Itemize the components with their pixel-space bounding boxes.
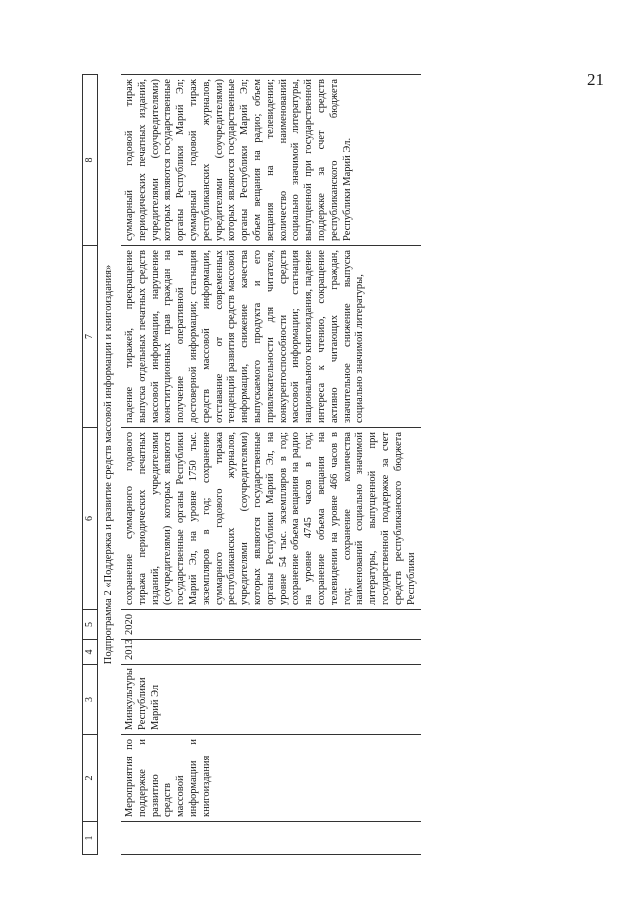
subprogram-table — [82, 74, 421, 855]
cell-consequences: падение тиражей, прекращение выпуска отдельных печатных средств массовой информации, нарушение конституционных прав граждан на получение оперативной и достоверной информации; стагнация средств массовой информации, отставание от современных тенденций развития средств массовой информации, снижение качества выпускаемого продукта и его привлекательности для читателя, конкурентоспособности средств массовой информации; стагнация национального книгоиздания, падение интереса к чтению, сокращение активно читающих граждан, значительное снижение выпуска социально значимой литературы, — [121, 246, 421, 428]
subprogram-title-row — [98, 75, 121, 855]
cell-end-year: 2020 — [121, 610, 421, 640]
rotated-table-sheet — [82, 75, 622, 855]
column-number: 6 — [83, 428, 98, 610]
column-number: 7 — [83, 246, 98, 428]
column-number: 2 — [83, 735, 98, 822]
column-number-row — [83, 75, 98, 855]
cell-expected-result: сохранение суммарного годового тиража периодических печатных изданий, учредителями (соучредителями) которых являются государственные органы Республики Марий Эл, на уровне 1750 тыс. экземпляров в год; сохранение суммарного годового тиража республиканских журналов, учредителями (соучредителями) которых являются государственные органы Республики Марий Эл, на уровне 54 тыс. экземпляров в год; сохранение объема вещания на радио на уровне 4745 часов в год; сохранение объема вещания на телевидении на уровне 466 часов в год; сохранение количества наименований социально значимой литературы, выпущенной при государственной поддержке за счет средств республиканского бюджета Республики — [121, 428, 421, 610]
cell-col1 — [121, 822, 421, 855]
cell-measure: Мероприятия по поддержке и развитию средств массовой информации и книгоиздания — [121, 735, 421, 822]
column-number: 8 — [83, 75, 98, 246]
cell-executor: Минкультуры Республики Марий Эл — [121, 665, 421, 735]
column-number: 1 — [83, 822, 98, 855]
subprogram-title: Подпрограмма 2 «Поддержка и развитие средств массовой информации и книгоиздания» — [103, 264, 115, 665]
page-number: 21 — [587, 70, 604, 89]
column-number: 4 — [83, 640, 98, 665]
cell-indicators: суммарный годовой тираж периодических печатных изданий, учредителями (соучредителями) которых являются государственные органы Республики Марий Эл; суммарный годовой тираж республиканских журналов, учредителями (соучредителями) которых являются государственные органы Республики Марий Эл; объем вещания на радио; объем вещания на телевидении; количество наименований социально значимой литературы, выпущенной при государственной поддержке за счет средств республиканского бюджета Республики Марий Эл. — [121, 75, 421, 246]
table-row — [121, 75, 421, 855]
column-number: 5 — [83, 610, 98, 640]
cell-start-year: 2013 — [121, 640, 421, 665]
column-number: 3 — [83, 665, 98, 735]
